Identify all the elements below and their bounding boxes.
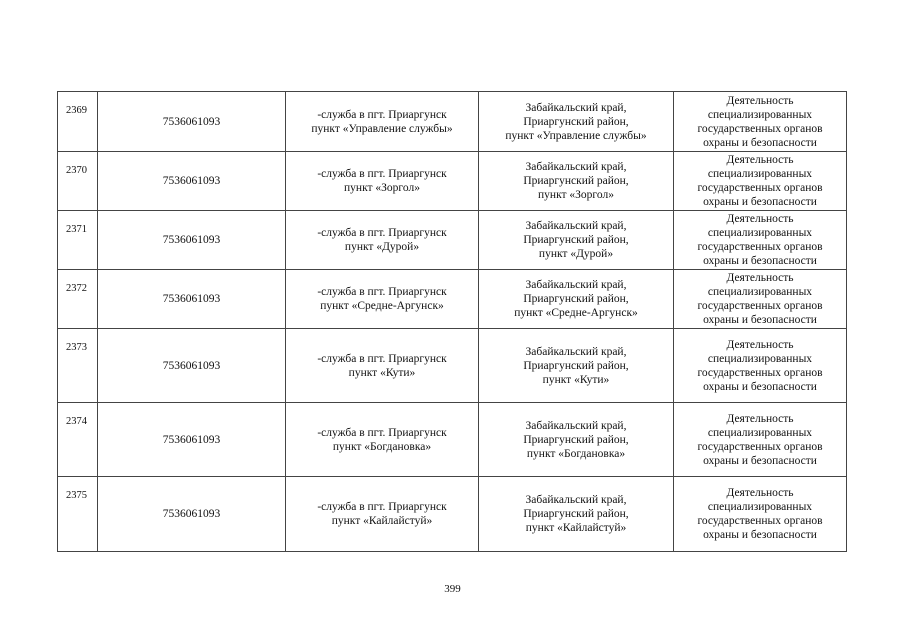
activity-line: охраны и безопасности: [703, 255, 817, 267]
address-cell: [479, 477, 674, 552]
activity-line: Деятельность: [726, 487, 794, 499]
address-line: пункт «Средне-Аргунск»: [514, 307, 638, 319]
activity-line: государственных органов: [697, 241, 823, 253]
address-line: пункт «Кути»: [542, 373, 610, 386]
activity-line: охраны и безопасности: [703, 136, 817, 149]
activity-line: Деятельность: [726, 154, 794, 166]
address-line: Приаргунский район,: [523, 115, 629, 128]
address-line: Забайкальский край,: [525, 494, 627, 506]
activity-line: Деятельность: [726, 94, 794, 107]
name-line: -служба в пгт. Приаргунск: [317, 108, 447, 121]
address-line: Забайкальский край,: [525, 101, 627, 114]
address-line: Приаргунский район,: [523, 433, 629, 446]
inn-cell: 7536061093: [98, 152, 286, 211]
activity-line: Деятельность: [726, 272, 794, 284]
activity-cell: [674, 152, 847, 211]
address-cell: [479, 329, 674, 403]
address-line: пункт «Зоргол»: [538, 189, 614, 201]
address-cell: [479, 211, 674, 270]
activity-line: специализированных: [707, 286, 813, 298]
address-line: Приаргунский район,: [523, 508, 629, 520]
activity-cell: [674, 270, 847, 329]
address-line: Забайкальский край,: [525, 345, 627, 358]
activity-cell: [674, 477, 847, 552]
row-number-cell: 2370: [58, 152, 98, 211]
table-row: [58, 152, 847, 211]
address-line: пункт «Богдановка»: [526, 447, 626, 460]
name-line: пункт «Богдановка»: [332, 440, 432, 453]
name-cell: [286, 211, 479, 270]
address-line: Приаргунский район,: [523, 234, 629, 246]
row-number-cell: 2373: [58, 329, 98, 403]
name-cell: [286, 403, 479, 477]
name-line: -служба в пгт. Приаргунск: [317, 501, 447, 513]
row-number-cell: 2372: [58, 270, 98, 329]
activity-line: охраны и безопасности: [703, 314, 817, 326]
inn-cell: 7536061093: [98, 403, 286, 477]
name-line: -служба в пгт. Приаргунск: [317, 227, 447, 239]
page-number: 399: [444, 583, 461, 595]
name-line: пункт «Кайлайстуй»: [331, 515, 433, 527]
activity-line: охраны и безопасности: [703, 454, 817, 467]
address-line: Приаргунский район,: [523, 359, 629, 372]
activity-cell: [674, 92, 847, 152]
activity-line: Деятельность: [726, 213, 794, 225]
inn-cell: 7536061093: [98, 477, 286, 552]
address-line: Забайкальский край,: [525, 279, 627, 291]
activity-line: охраны и безопасности: [703, 380, 817, 393]
address-line: Забайкальский край,: [525, 161, 627, 173]
activity-line: государственных органов: [697, 515, 823, 527]
activity-line: государственных органов: [697, 182, 823, 194]
activity-line: охраны и безопасности: [703, 196, 817, 208]
address-line: пункт «Кайлайстуй»: [525, 522, 627, 534]
address-line: Забайкальский край,: [525, 220, 627, 232]
row-number-cell: 2371: [58, 211, 98, 270]
address-line: Приаргунский район,: [523, 175, 629, 187]
name-cell: [286, 270, 479, 329]
activity-line: Деятельность: [726, 412, 794, 425]
table-row: [58, 211, 847, 270]
name-cell: [286, 329, 479, 403]
inn-cell: 7536061093: [98, 92, 286, 152]
activity-line: специализированных: [707, 352, 813, 365]
activity-line: специализированных: [707, 168, 813, 180]
name-line: -служба в пгт. Приаргунск: [317, 168, 447, 180]
address-line: пункт «Управление службы»: [505, 129, 647, 142]
address-cell: [479, 152, 674, 211]
activity-line: специализированных: [707, 227, 813, 239]
name-line: пункт «Управление службы»: [311, 122, 453, 135]
activity-cell: [674, 403, 847, 477]
registry-table: [57, 91, 847, 552]
table-row: [58, 403, 847, 477]
address-line: пункт «Дурой»: [538, 248, 614, 260]
activity-line: специализированных: [707, 108, 813, 121]
row-number-cell: 2375: [58, 477, 98, 552]
inn-cell: 7536061093: [98, 329, 286, 403]
name-line: пункт «Средне-Аргунск»: [320, 300, 444, 312]
address-line: Забайкальский край,: [525, 419, 627, 432]
activity-line: государственных органов: [697, 440, 823, 453]
activity-cell: [674, 211, 847, 270]
inn-cell: 7536061093: [98, 270, 286, 329]
name-cell: [286, 477, 479, 552]
address-line: Приаргунский район,: [523, 293, 629, 305]
activity-line: охраны и безопасности: [703, 529, 817, 541]
row-number-cell: 2369: [58, 92, 98, 152]
activity-line: специализированных: [707, 501, 813, 513]
name-line: -служба в пгт. Приаргунск: [317, 352, 447, 365]
address-cell: [479, 270, 674, 329]
name-cell: [286, 92, 479, 152]
name-line: -служба в пгт. Приаргунск: [317, 426, 447, 439]
name-line: пункт «Кути»: [348, 366, 416, 379]
address-cell: [479, 403, 674, 477]
activity-line: специализированных: [707, 426, 813, 439]
activity-line: государственных органов: [697, 300, 823, 312]
table-row: [58, 270, 847, 329]
name-cell: [286, 152, 479, 211]
registry-table-body: [58, 92, 847, 552]
inn-cell: 7536061093: [98, 211, 286, 270]
activity-line: государственных органов: [697, 122, 823, 135]
table-row: [58, 477, 847, 552]
table-row: [58, 92, 847, 152]
name-line: пункт «Зоргол»: [344, 182, 420, 194]
activity-line: Деятельность: [726, 338, 794, 351]
name-line: пункт «Дурой»: [344, 241, 420, 253]
address-cell: [479, 92, 674, 152]
activity-cell: [674, 329, 847, 403]
row-number-cell: 2374: [58, 403, 98, 477]
activity-line: государственных органов: [697, 366, 823, 379]
name-line: -служба в пгт. Приаргунск: [317, 286, 447, 298]
table-row: [58, 329, 847, 403]
